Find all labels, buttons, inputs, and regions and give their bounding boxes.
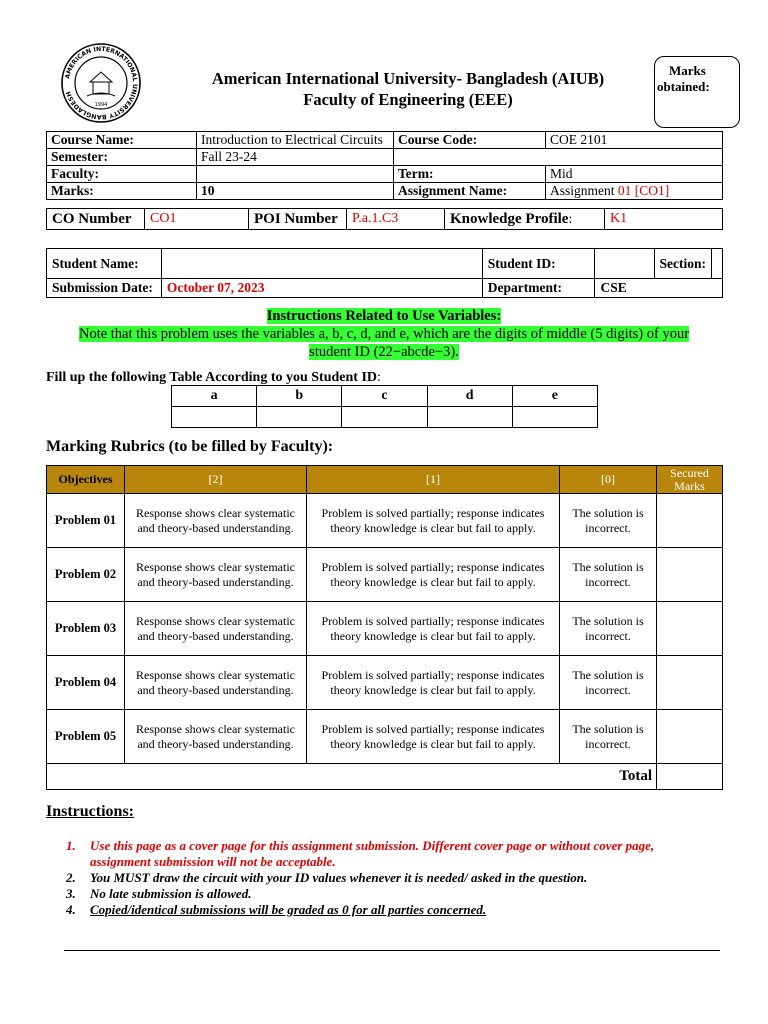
semester-spacer: [394, 149, 723, 166]
section-field[interactable]: [712, 249, 723, 279]
problem-label: Problem 05: [47, 710, 125, 764]
rubric-cell-2: [125, 656, 307, 710]
section-label: Section:: [654, 249, 712, 279]
digit-input-c[interactable]: [342, 407, 427, 428]
assignment-number: 01: [617, 183, 632, 198]
university-seal-logo: [60, 42, 142, 124]
bottom-divider: [64, 950, 720, 951]
instruction-text: No late submission is allowed.: [90, 886, 252, 901]
rubric-cell-2-line2: and theory-based understanding.: [137, 628, 294, 643]
digits-table-label: [46, 370, 381, 386]
course-info-table: [46, 131, 723, 200]
digit-header-a: a: [172, 386, 257, 407]
rubric-cell-2-line2: and theory-based understanding.: [137, 520, 294, 535]
course-code-value[interactable]: COE 2101: [546, 132, 723, 149]
rubric-header-1: [1]: [307, 466, 560, 494]
rubric-cell-2-line1: Response shows clear systematic: [136, 667, 295, 682]
rubric-cell-2-line2: and theory-based understanding.: [137, 736, 294, 751]
assignment-name-label: Assignment Name:: [394, 183, 546, 200]
rubric-cell-0-line1: The solution is: [572, 613, 644, 628]
variables-instructions: [62, 307, 706, 361]
rubric-cell-0-line2: incorrect.: [585, 682, 631, 697]
rubric-cell-2-line2: and theory-based understanding.: [137, 682, 294, 697]
marking-rubric-table: [46, 465, 723, 790]
rubric-header-objectives: Objectives: [47, 466, 125, 494]
rubric-header-2: [2]: [125, 466, 307, 494]
problem-label: Problem 04: [47, 656, 125, 710]
instruction-item: [66, 886, 722, 902]
instructions-list: [66, 838, 722, 918]
rubric-cell-1-line1: Problem is solved partially; response indicates: [321, 505, 545, 520]
variables-instructions-title: Instructions Related to Use Variables:: [266, 308, 502, 324]
rubric-cell-2-line1: Response shows clear systematic: [136, 613, 295, 628]
rubric-cell-0: [560, 548, 657, 602]
faculty-name: Faculty of Engineering (EEE): [303, 90, 513, 109]
digits-label-text: Fill up the following Table According to you Student ID: [46, 370, 378, 385]
rubric-cell-2-line1: Response shows clear systematic: [136, 559, 295, 574]
secured-marks-field[interactable]: [657, 494, 723, 548]
digit-header-d: d: [427, 386, 512, 407]
knowledge-profile-value[interactable]: K1: [605, 209, 723, 230]
rubric-title: Marking Rubrics (to be filled by Faculty):: [46, 438, 334, 455]
term-value[interactable]: Mid: [546, 166, 723, 183]
rubric-header-secured-line1: Secured: [670, 465, 709, 480]
digit-input-a[interactable]: [172, 407, 257, 428]
rubric-cell-2: [125, 548, 307, 602]
rubric-cell-1-line2: theory knowledge is clear but fail to apply.: [330, 736, 536, 751]
student-name-label: Student Name:: [47, 249, 162, 279]
rubric-row: [47, 656, 723, 710]
co-poi-table: [46, 208, 723, 230]
assignment-name-value[interactable]: [546, 183, 723, 200]
total-label: Total: [47, 764, 657, 790]
semester-value[interactable]: Fall 23-24: [197, 149, 394, 166]
digit-input-b[interactable]: [257, 407, 342, 428]
rubric-cell-1-line1: Problem is solved partially; response indicates: [321, 559, 545, 574]
digit-input-e[interactable]: [512, 407, 597, 428]
poi-number-label: POI Number: [249, 209, 347, 230]
rubric-cell-0-line2: incorrect.: [585, 574, 631, 589]
rubric-row: [47, 548, 723, 602]
co-number-label: CO Number: [47, 209, 145, 230]
instruction-number: 4.: [66, 902, 76, 917]
rubric-header-0: [0]: [560, 466, 657, 494]
svg-text:1994: 1994: [94, 102, 108, 108]
digits-label-colon: :: [377, 370, 381, 385]
course-code-label: Course Code:: [394, 132, 546, 149]
assignment-prefix: Assignment: [550, 183, 618, 198]
problem-label: Problem 01: [47, 494, 125, 548]
rubric-cell-0: [560, 494, 657, 548]
assignment-co: [CO1]: [634, 183, 670, 198]
rubric-header-secured-line2: Marks: [674, 478, 705, 493]
submission-date-value[interactable]: October 07, 2023: [161, 279, 482, 298]
rubric-cell-1-line2: theory knowledge is clear but fail to apply.: [330, 682, 536, 697]
variables-instructions-line1: Note that this problem uses the variables a, b, c, d, and e, which are the digits of middle (5 digits) of your: [78, 326, 690, 342]
document-header: [150, 68, 666, 110]
rubric-cell-0-line1: The solution is: [572, 721, 644, 736]
rubric-cell-0: [560, 656, 657, 710]
student-info-table: [46, 248, 723, 298]
rubric-header-secured: [657, 466, 723, 494]
university-name: American International University- Bangladesh (AIUB): [211, 69, 605, 88]
student-id-digits-table: [171, 385, 598, 428]
marks-value[interactable]: 10: [197, 183, 394, 200]
co-number-value[interactable]: CO1: [145, 209, 249, 230]
rubric-cell-0-line1: The solution is: [572, 505, 644, 520]
marks-obtained-label-line1: Marks: [669, 63, 706, 78]
rubric-cell-1-line1: Problem is solved partially; response indicates: [321, 667, 545, 682]
secured-marks-field[interactable]: [657, 602, 723, 656]
rubric-cell-0-line1: The solution is: [572, 559, 644, 574]
rubric-cell-0-line2: incorrect.: [585, 628, 631, 643]
rubric-cell-2: [125, 602, 307, 656]
knowledge-profile-colon: :: [568, 211, 573, 227]
secured-marks-field[interactable]: [657, 710, 723, 764]
rubric-cell-1: [307, 548, 560, 602]
course-name-label: Course Name:: [47, 132, 197, 149]
rubric-cell-0: [560, 602, 657, 656]
instruction-text-line2: assignment submission will not be acceptable.: [90, 854, 336, 869]
rubric-row: [47, 710, 723, 764]
instruction-number: 2.: [66, 870, 76, 885]
digit-input-d[interactable]: [427, 407, 512, 428]
knowledge-profile-label: Knowledge Profile: [450, 210, 569, 227]
rubric-cell-1: [307, 656, 560, 710]
rubric-row: [47, 494, 723, 548]
faculty-label: Faculty:: [47, 166, 197, 183]
rubric-row: [47, 602, 723, 656]
marks-obtained-label-line2: obtained:: [657, 79, 710, 94]
instruction-item: [66, 838, 722, 870]
instruction-item: [66, 870, 722, 886]
rubric-cell-1-line2: theory knowledge is clear but fail to apply.: [330, 628, 536, 643]
instruction-number: 1.: [66, 838, 76, 853]
rubric-cell-1: [307, 710, 560, 764]
digit-header-b: b: [257, 386, 342, 407]
department-value[interactable]: CSE: [595, 279, 723, 298]
rubric-cell-2-line1: Response shows clear systematic: [136, 505, 295, 520]
rubric-cell-1: [307, 602, 560, 656]
faculty-value[interactable]: [197, 166, 394, 183]
rubric-cell-2: [125, 710, 307, 764]
svg-text:AMERICAN INTERNATIONAL UNIVERS: AMERICAN INTERNATIONAL UNIVERSITY BANGLADESH: [64, 45, 139, 121]
course-name-value[interactable]: Introduction to Electrical Circuits: [197, 132, 394, 149]
term-label: Term:: [394, 166, 546, 183]
variables-instructions-line2: student ID (22−abcde−3).: [309, 344, 459, 360]
digit-header-c: c: [342, 386, 427, 407]
rubric-cell-1-line2: theory knowledge is clear but fail to apply.: [330, 574, 536, 589]
marks-label: Marks:: [47, 183, 197, 200]
student-name-field[interactable]: [161, 249, 482, 279]
secured-marks-field[interactable]: [657, 656, 723, 710]
rubric-cell-0-line2: incorrect.: [585, 736, 631, 751]
submission-date-label: Submission Date:: [47, 279, 162, 298]
problem-label: Problem 02: [47, 548, 125, 602]
department-label: Department:: [482, 279, 595, 298]
student-id-label-visible: Student ID:: [482, 249, 595, 279]
secured-marks-field[interactable]: [657, 548, 723, 602]
instruction-text: You MUST draw the circuit with your ID values whenever it is needed/ asked in the question.: [90, 870, 588, 885]
instruction-text-line1: Use this page as a cover page for this assignment submission. Different cover page or without cover page,: [90, 838, 655, 853]
rubric-cell-1-line1: Problem is solved partially; response indicates: [321, 613, 545, 628]
marks-obtained-box[interactable]: [654, 56, 740, 128]
rubric-cell-2-line2: and theory-based understanding.: [137, 574, 294, 589]
instruction-text: Copied/identical submissions will be graded as 0 for all parties concerned.: [90, 902, 487, 917]
poi-number-value[interactable]: P.a.1.C3: [347, 209, 445, 230]
rubric-cell-2-line1: Response shows clear systematic: [136, 721, 295, 736]
instruction-number: 3.: [66, 886, 76, 901]
rubric-cell-2: [125, 494, 307, 548]
knowledge-profile-label-cell: [445, 209, 605, 230]
instructions-title: Instructions:: [46, 803, 135, 820]
rubric-cell-0: [560, 710, 657, 764]
instruction-item: [66, 902, 722, 918]
problem-label: Problem 03: [47, 602, 125, 656]
digit-header-e: e: [512, 386, 597, 407]
rubric-cell-1-line2: theory knowledge is clear but fail to apply.: [330, 520, 536, 535]
total-marks-field[interactable]: [657, 764, 723, 790]
rubric-cell-0-line1: The solution is: [572, 667, 644, 682]
semester-label: Semester:: [47, 149, 197, 166]
rubric-cell-1: [307, 494, 560, 548]
rubric-cell-1-line1: Problem is solved partially; response indicates: [321, 721, 545, 736]
student-id-field[interactable]: [595, 249, 654, 279]
rubric-cell-0-line2: incorrect.: [585, 520, 631, 535]
